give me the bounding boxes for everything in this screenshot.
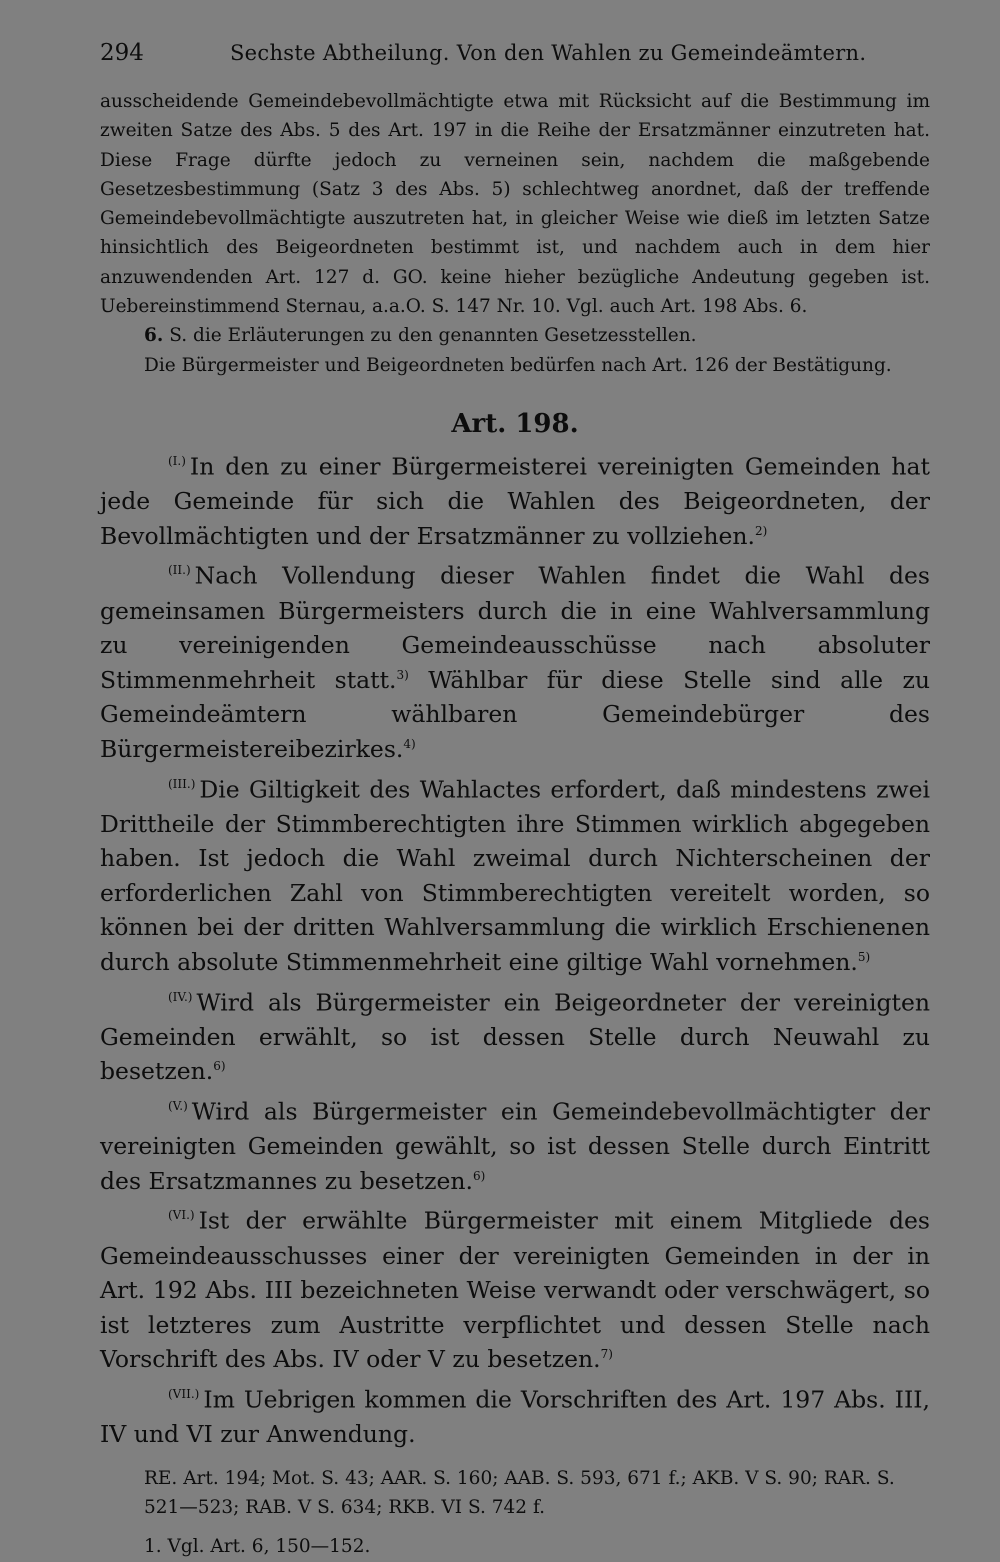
paragraph-text: Ist der erwählte Bürgermeister mit einem Mitgliede des Gemeindeausschusses einer der vereinigten Gemeinden in der in Art. 192 Abs. III bezeichneten Weise verwandt oder verschwägert, so ist letzteres zum Austritte verpflichtet und dessen Stelle nach Vorschrift des Abs. IV oder V zu besetzen. xyxy=(100,1207,930,1374)
running-title: Sechste Abtheilung. Von den Wahlen zu Gemeindeämtern. xyxy=(230,41,867,65)
paragraph-number: (I.) xyxy=(168,453,186,468)
paragraph-number: (VI.) xyxy=(168,1208,195,1223)
footnote-marker: 6) xyxy=(473,1168,486,1183)
references-section xyxy=(100,1464,930,1562)
article-paragraph-6 xyxy=(100,1198,930,1377)
note-6-number: 6. xyxy=(144,325,164,347)
page-number: 294 xyxy=(100,40,144,66)
paragraph-text: Nach Vollendung dieser Wahlen findet die Wahl des gemeinsamen Bürgermeisters durch die in eine Wahlversammlung zu vereinigenden Gemeindeausschüsse nach absoluter Stimmenmehrheit statt. xyxy=(100,561,930,694)
article-heading: Art. 198. xyxy=(451,408,579,439)
article-paragraph-2 xyxy=(100,553,930,766)
article-paragraph-1 xyxy=(100,444,930,553)
paragraph-number: (VII.) xyxy=(168,1386,200,1401)
page-header xyxy=(100,40,930,87)
paragraph-text-continued: Wählbar für diese Stelle sind alle zu Gemeindeämtern wählbaren Gemeindebürger des Bürgermeistereibezirkes. xyxy=(100,665,930,763)
note-6 xyxy=(100,321,930,350)
article-paragraph-5 xyxy=(100,1089,930,1198)
note-6-text: S. die Erläuterungen zu den genannten Gesetzesstellen. xyxy=(169,325,697,347)
paragraph-text: Die Giltigkeit des Wahlactes erfordert, daß mindestens zwei Drittheile der Stimmberechtigten ihre Stimmen wirklich abgegeben haben. Ist jedoch die Wahl zweimal durch Nichterscheinen der erforderlichen Zahl von Stimmberechtigten vereitelt worden, so können bei der dritten Wahlversammlung die wirklich Erschienenen durch absolute Stimmenmehrheit eine giltige Wahl vornehmen. xyxy=(100,775,930,977)
paragraph-number: (V.) xyxy=(168,1099,188,1114)
source-citations: RE. Art. 194; Mot. S. 43; AAR. S. 160; AAB. S. 593, 671 f.; AKB. V S. 90; RAR. S. 521—523; RAB. V S. 634; RKB. VI S. 742 f. xyxy=(144,1467,895,1519)
footnote-marker: 2) xyxy=(754,523,768,538)
commentary-section xyxy=(100,87,930,380)
footnote-marker: 5) xyxy=(857,950,871,965)
footnote-marker: 3) xyxy=(396,667,409,682)
paragraph-number: (II.) xyxy=(168,563,191,578)
paragraph-text: Wird als Bürgermeister ein Beigeordneter der vereinigten Gemeinden erwählt, so ist dessen Stelle durch Neuwahl zu besetzen. xyxy=(100,988,930,1086)
book-page xyxy=(100,40,930,1562)
note-6-second: Die Bürgermeister und Beigeordneten bedürfen nach Art. 126 der Bestätigung. xyxy=(144,354,892,376)
paragraph-text: Im Uebrigen kommen die Vorschriften des Art. 197 Abs. III, IV und VI zur Anwendung. xyxy=(100,1385,930,1449)
paragraph-text: In den zu einer Bürgermeisterei vereinigten Gemeinden hat jede Gemeinde für sich die Wahlen des Beigeordneten, der Bevollmächtigten und der Ersatzmänner zu vollziehen. xyxy=(100,452,930,550)
footnote-marker: 4) xyxy=(403,737,416,752)
article-body xyxy=(100,444,930,1452)
paragraph-number: (III.) xyxy=(168,776,196,791)
paragraph-text: Wird als Bürgermeister ein Gemeindebevollmächtigter der vereinigten Gemeinden gewählt, so ist dessen Stelle durch Eintritt des Ersatzmannes zu besetzen. xyxy=(100,1097,930,1195)
commentary-continued-paragraph: ausscheidende Gemeindebevollmächtigte etwa mit Rücksicht auf die Bestimmung im zweiten Satze des Abs. 5 des Art. 197 in die Reihe der Ersatzmänner einzutreten hat. Diese Frage dürfte jedoch zu verneinen sein, nachdem die maßgebende Gesetzesbestimmung (Satz 3 des Abs. 5) schlechtweg anordnet, daß der treffende Gemeindebevollmächtigte auszutreten hat, in gleicher Weise wie dieß im letzten Satze hinsichtlich des Beigeordneten bestimmt ist, und nachdem auch in dem hier anzuwendenden Art. 127 d. GO. keine hieher bezügliche Andeutung gegeben ist. Uebereinstimmend Sternau, a.a.O. S. 147 Nr. 10. Vgl. auch Art. 198 Abs. 6. xyxy=(100,91,930,318)
footnote-marker: 7) xyxy=(600,1347,613,1362)
footnote-1: 1. Vgl. Art. 6, 150—152. xyxy=(144,1536,371,1558)
paragraph-number: (IV.) xyxy=(168,989,193,1004)
article-paragraph-7 xyxy=(100,1377,930,1452)
footnote-marker: 6) xyxy=(213,1059,226,1074)
article-paragraph-4 xyxy=(100,980,930,1089)
article-paragraph-3 xyxy=(100,767,930,980)
